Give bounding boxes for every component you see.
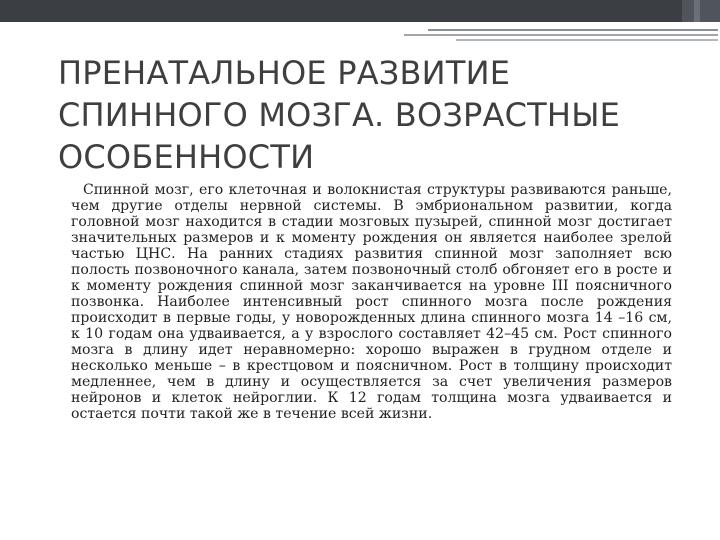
decorative-line: [456, 39, 718, 41]
top-bar-accent-stripe: [694, 0, 700, 22]
decorative-line: [428, 29, 718, 31]
top-bar-accent: [682, 0, 720, 22]
top-bar: [0, 0, 720, 22]
decorative-line: [404, 34, 718, 36]
slide-title: ПРЕНАТАЛЬНОЕ РАЗВИТИЕ СПИННОГО МОЗГА. ВОЗРАСТНЫЕ ОСОБЕННОСТИ: [58, 54, 621, 176]
slide-body-text: Спинной мозг, его клеточная и волокнистая структуры развиваются раньше, чем другие отделы нервной системы. В эмбриональном развитии, когда головной мозг находится в стадии мозговых пузырей, спинной мозг достигает значительных размеров и к моменту рождения он является наиболее зрелой частью ЦНС. На ранних стадиях развития спинной мозг заполняет всю полость позвоночного канала, затем позвоночный столб обгоняет его в росте и к моменту рождения спинной мозг заканчивается на уровне III поясничного позвонка. Наиболее интенсивный рост спинного мозга после рождения происходит в первые годы, у новорожденных длина спинного мозга 14 –16 см, к 10 годам она удваивается, а у взрослого составляет 42–45 см. Рост спинного мозга в длину идет неравномерно: хорошо выражен в грудном отделе и несколько меньше – в крестцовом и поясничном. Рост в толщину происходит медленнее, чем в длину и осуществляется за счет увеличения размеров нейронов и клеток нейроглии. К 12 годам толщина мозга удваивается и остается почти такой же в течение всей жизни.: [71, 182, 672, 422]
